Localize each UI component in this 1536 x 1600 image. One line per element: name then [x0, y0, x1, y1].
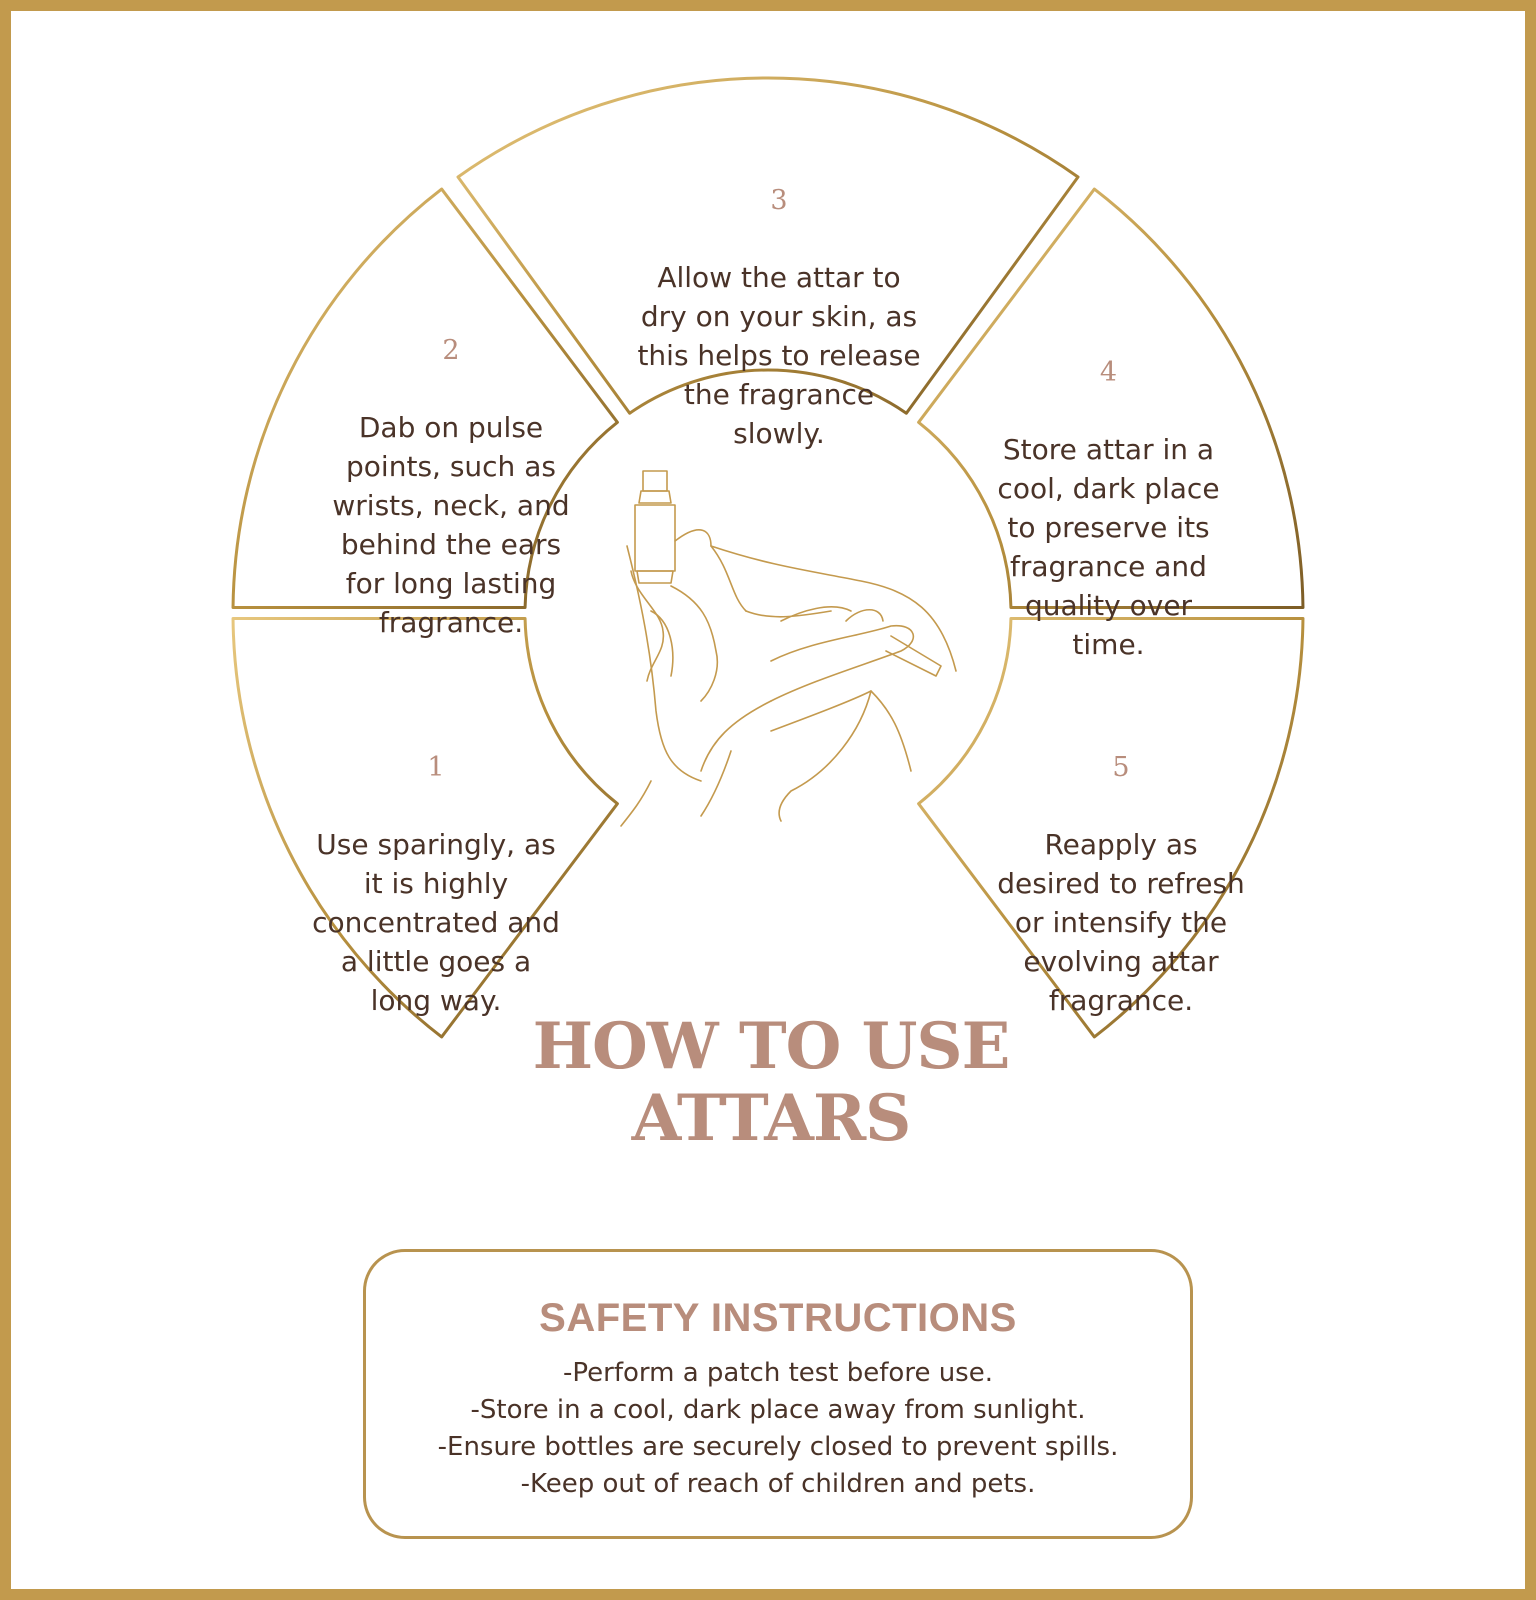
- step-4-text: Store attar in a cool, dark place to preserve its fragrance and quality over time.: [997, 433, 1220, 661]
- step-5-text: Reapply as desired to refresh or intensify the evolving attar fragrance.: [997, 828, 1245, 1017]
- safety-item: -Perform a patch test before use.: [563, 1358, 993, 1388]
- step-1-number: 1: [427, 752, 445, 783]
- safety-item: -Store in a cool, dark place away from sunlight.: [470, 1395, 1086, 1425]
- safety-title: SAFETY INSTRUCTIONS: [539, 1296, 1017, 1340]
- page-title-line-2: ATTARS: [631, 1081, 911, 1156]
- step-1: [286, 711, 586, 1020]
- step-3-text: Allow the attar to dry on your skin, as this helps to release the fragrance slowly.: [637, 261, 921, 450]
- safety-instructions-box: [363, 1249, 1193, 1539]
- step-3: [611, 144, 947, 453]
- page-title: [511, 1011, 1031, 1155]
- step-5-number: 5: [1112, 752, 1130, 783]
- page-title-line-1: HOW TO USE: [532, 1009, 1010, 1084]
- safety-item: -Ensure bottles are securely closed to prevent spills.: [437, 1432, 1119, 1462]
- step-3-number: 3: [770, 185, 788, 216]
- step-5: [971, 711, 1271, 1020]
- safety-list: [366, 1355, 1190, 1503]
- step-2-number: 2: [442, 335, 460, 366]
- hands-bottle-icon: [621, 471, 956, 826]
- safety-item: -Keep out of reach of children and pets.: [520, 1469, 1036, 1499]
- step-2-text: Dab on pulse points, such as wrists, neck, and behind the ears for long lasting fragrance.: [332, 411, 570, 639]
- step-2: [306, 294, 596, 642]
- step-1-text: Use sparingly, as it is highly concentrated and a little goes a long way.: [312, 828, 560, 1017]
- step-4-number: 4: [1099, 357, 1118, 388]
- step-4: [961, 316, 1256, 664]
